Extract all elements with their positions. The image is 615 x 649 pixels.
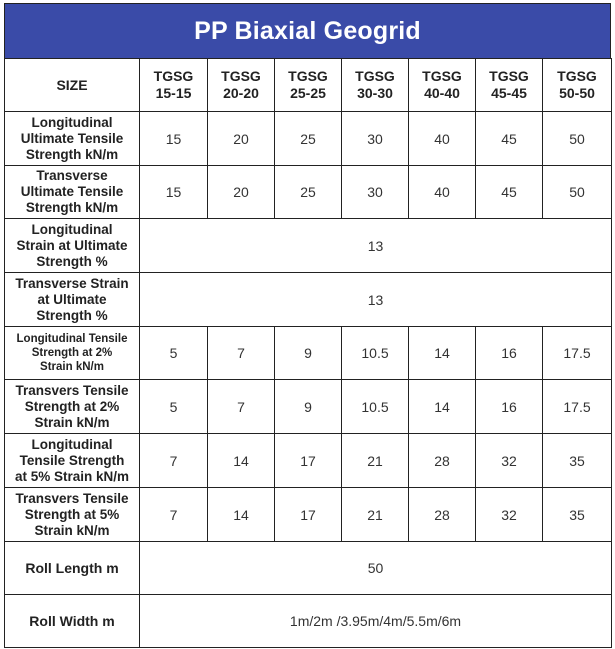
row-label: Transverse Strain at Ultimate Strength % (5, 273, 140, 327)
value-cell: 17.5 (543, 380, 612, 434)
table-row (5, 219, 612, 273)
table-row (5, 273, 612, 327)
value-cell: 7 (208, 327, 275, 380)
row-label: Longitudinal Tensile Strength at 2% Strain kN/m (5, 327, 140, 380)
header-row (5, 59, 612, 112)
value-cell: 20 (208, 112, 275, 166)
value-cell: 5 (140, 380, 208, 434)
value-cell: 16 (476, 327, 543, 380)
merged-value-cell: 1m/2m /3.95m/4m/5.5m/6m (140, 595, 612, 648)
value-cell: 50 (543, 166, 612, 219)
size-header: SIZE (5, 59, 140, 112)
table-row (5, 380, 612, 434)
value-cell: 14 (208, 434, 275, 488)
table-row (5, 595, 612, 648)
model-header: TGSG 40-40 (409, 59, 476, 112)
model-header: TGSG 15-15 (140, 59, 208, 112)
value-cell: 35 (543, 434, 612, 488)
merged-value-cell: 13 (140, 273, 612, 327)
value-cell: 28 (409, 434, 476, 488)
value-cell: 25 (275, 166, 342, 219)
table-row (5, 166, 612, 219)
value-cell: 40 (409, 112, 476, 166)
value-cell: 32 (476, 434, 543, 488)
row-label: Roll Length m (5, 542, 140, 595)
value-cell: 7 (140, 488, 208, 542)
value-cell: 7 (140, 434, 208, 488)
value-cell: 10.5 (342, 327, 409, 380)
row-label: Longitudinal Tensile Strength at 5% Strain kN/m (5, 434, 140, 488)
value-cell: 7 (208, 380, 275, 434)
value-cell: 14 (409, 380, 476, 434)
value-cell: 21 (342, 488, 409, 542)
value-cell: 15 (140, 112, 208, 166)
value-cell: 10.5 (342, 380, 409, 434)
value-cell: 14 (409, 327, 476, 380)
merged-value-cell: 13 (140, 219, 612, 273)
value-cell: 35 (543, 488, 612, 542)
table-title: PP Biaxial Geogrid (4, 3, 611, 58)
value-cell: 28 (409, 488, 476, 542)
value-cell: 17.5 (543, 327, 612, 380)
value-cell: 21 (342, 434, 409, 488)
value-cell: 17 (275, 434, 342, 488)
model-header: TGSG 30-30 (342, 59, 409, 112)
value-cell: 17 (275, 488, 342, 542)
table-row (5, 327, 612, 380)
value-cell: 30 (342, 112, 409, 166)
row-label: Transverse Ultimate Tensile Strength kN/m (5, 166, 140, 219)
value-cell: 30 (342, 166, 409, 219)
model-header: TGSG 45-45 (476, 59, 543, 112)
value-cell: 5 (140, 327, 208, 380)
value-cell: 15 (140, 166, 208, 219)
merged-value-cell: 50 (140, 542, 612, 595)
row-label: Transvers Tensile Strength at 2% Strain kN/m (5, 380, 140, 434)
model-header: TGSG 20-20 (208, 59, 275, 112)
row-label: Longitudinal Ultimate Tensile Strength kN/m (5, 112, 140, 166)
value-cell: 32 (476, 488, 543, 542)
value-cell: 20 (208, 166, 275, 219)
row-label: Roll Width m (5, 595, 140, 648)
value-cell: 50 (543, 112, 612, 166)
value-cell: 40 (409, 166, 476, 219)
value-cell: 25 (275, 112, 342, 166)
spec-sheet (4, 3, 611, 646)
value-cell: 9 (275, 327, 342, 380)
spec-table (4, 58, 612, 648)
value-cell: 14 (208, 488, 275, 542)
table-row (5, 112, 612, 166)
row-label: Transvers Tensile Strength at 5% Strain kN/m (5, 488, 140, 542)
table-row (5, 488, 612, 542)
model-header: TGSG 25-25 (275, 59, 342, 112)
row-label: Longitudinal Strain at Ultimate Strength % (5, 219, 140, 273)
value-cell: 45 (476, 166, 543, 219)
value-cell: 16 (476, 380, 543, 434)
model-header: TGSG 50-50 (543, 59, 612, 112)
table-row (5, 542, 612, 595)
table-row (5, 434, 612, 488)
value-cell: 9 (275, 380, 342, 434)
value-cell: 45 (476, 112, 543, 166)
